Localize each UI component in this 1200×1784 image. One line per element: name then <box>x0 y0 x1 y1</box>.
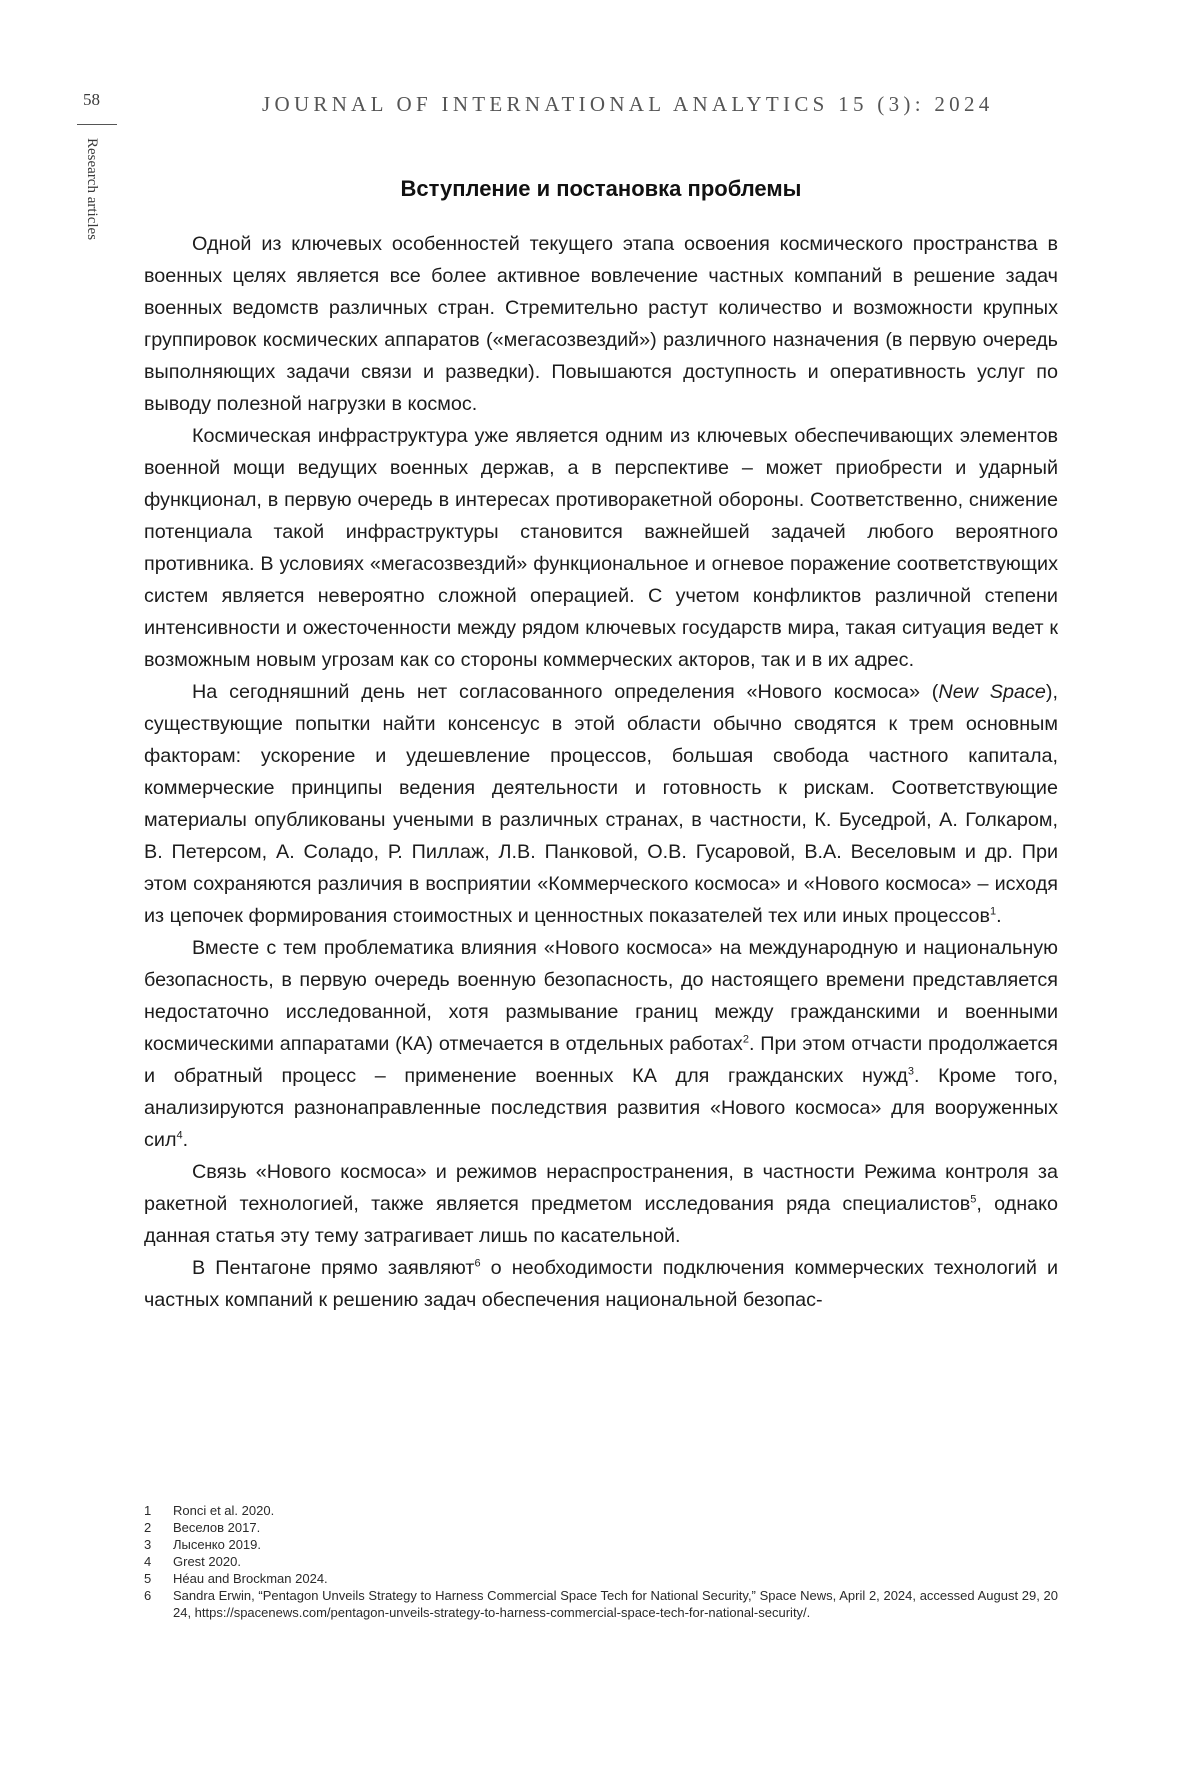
paragraph-6 <box>144 1252 1058 1316</box>
paragraph-4-text-b: . При этом отчасти продолжается и обратный процесс – применение военных КА для гражданских нужд <box>144 1033 1058 1087</box>
page-number: 58 <box>83 90 100 109</box>
footnote-number: 6 <box>144 1588 152 1603</box>
paragraph-5-text-a: Связь «Нового космоса» и режимов нераспространения, в частности Режима контроля за ракетной технологией, также является предметом исследования ряда специалистов <box>144 1161 1058 1215</box>
footnote-text: Веселов 2017. <box>173 1520 261 1535</box>
footnote-item <box>144 1587 1058 1621</box>
footnote-ref-5[interactable]: 5 <box>970 1193 977 1206</box>
running-head: JOURNAL OF INTERNATIONAL ANALYTICS 15 (3): 2024 <box>262 92 994 116</box>
footnote-text: Héau and Brockman 2024. <box>173 1571 328 1586</box>
footnote-ref-4[interactable]: 4 <box>176 1129 183 1142</box>
footnote-item <box>144 1553 1058 1570</box>
paragraph-3 <box>144 676 1058 932</box>
footnote-ref-6[interactable]: 6 <box>474 1257 481 1270</box>
paragraph-3-text-c: . <box>996 905 1002 927</box>
footnote-number: 3 <box>144 1537 152 1552</box>
footnote-item <box>144 1536 1058 1553</box>
article-body <box>144 228 1058 1316</box>
paragraph-5 <box>144 1156 1058 1252</box>
new-space-term: New Space <box>938 681 1046 703</box>
paragraph-5-text-b: , однако данная статья эту тему затрагивает лишь по касательной. <box>144 1193 1059 1247</box>
footnote-text: Sandra Erwin, “Pentagon Unveils Strategy to Harness Commercial Space Tech for National Security,” Space News, April 2, 2024, accessed August 29, 2024, https://spacenews.com/pentagon-unveils-strategy-to-harness-commercial-space-tech-for-national-security/. <box>173 1588 1058 1620</box>
section-side-label: Research articles <box>84 138 100 241</box>
paragraph-2 <box>144 420 1058 676</box>
footnote-item <box>144 1502 1058 1519</box>
paragraph-6-text-b: о необходимости подключения коммерческих технологий и частных компаний к решению задач обеспечения национальной безопас- <box>144 1257 1058 1311</box>
footnote-text: Grest 2020. <box>173 1554 241 1569</box>
footnotes <box>144 1502 1058 1621</box>
footnote-item <box>144 1519 1058 1536</box>
paragraph-1-text: Одной из ключевых особенностей текущего этапа освоения космического пространства в военных целях является все более активное вовлечение частных компаний в решение задач военных ведомств различных стран. Стремительно растут количество и возможности крупных группировок космических аппаратов («мегасозвездий») различного назначения (в первую очередь выполняющих задачи связи и разведки). Повышаются доступность и оперативность услуг по выводу полезной нагрузки в космос. <box>144 233 1058 415</box>
footnote-item <box>144 1570 1058 1587</box>
paragraph-2-text: Космическая инфраструктура уже является одним из ключевых обеспечивающих элементов военной мощи ведущих военных держав, а в перспективе – может приобрести и ударный функционал, в первую очередь в интересах противоракетной обороны. Соответственно, снижение потенциала такой инфраструктуры становится важнейшей задачей любого вероятного противника. В условиях «мегасозвездий» функциональное и огневое поражение соответствующих систем является невероятно сложной операцией. С учетом конфликтов различной степени интенсивности и ожесточенности между рядом ключевых государств мира, такая ситуация ведет к возможным новым угрозам как со стороны коммерческих акторов, так и в их адрес. <box>144 425 1058 671</box>
footnote-number: 1 <box>144 1503 152 1518</box>
paragraph-4-text-d: . <box>182 1129 189 1151</box>
footnote-number: 2 <box>144 1520 152 1535</box>
footnote-ref-2[interactable]: 2 <box>742 1033 749 1046</box>
footnote-text: Лысенко 2019. <box>173 1537 261 1552</box>
footnote-ref-3[interactable]: 3 <box>907 1065 914 1078</box>
paragraph-6-text-a: В Пентагоне прямо заявляют <box>192 1257 475 1279</box>
side-rule <box>77 124 117 125</box>
footnote-ref-1[interactable]: 1 <box>990 905 997 918</box>
paragraph-4-text-a: Вместе с тем проблематика влияния «Нового космоса» на международную и национальную безопасность, в первую очередь военную безопасность, до настоящего времени представляется недостаточно исследованной, хотя размывание границ между гражданскими и военными космическими аппаратами (КА) отмечается в отдельных работах <box>144 937 1058 1055</box>
paragraph-4-text-c: . Кроме того, анализируются разнонаправленные последствия развития «Нового космоса» для вооруженных сил <box>144 1065 1058 1151</box>
footnote-text: Ronci et al. 2020. <box>173 1503 275 1518</box>
paragraph-3-text-a: На сегодняшний день нет согласованного определения «Нового космоса» ( <box>192 681 939 703</box>
footnote-number: 5 <box>144 1571 152 1586</box>
section-heading: Вступление и постановка проблемы <box>400 176 802 201</box>
paragraph-3-text-b: ), существующие попытки найти консенсус в этой области обычно сводятся к трем основным факторам: ускорение и удешевление процессов, большая свобода частного капитала, коммерческие принципы ведения деятельности и готовность к рискам. Соответствующие материалы опубликованы учеными в различных странах, в частности, К. Буседрой, А. Голкаром, В. Петерсом, А. Соладо, Р. Пиллаж, Л.В. Панковой, О.В. Гусаровой, В.А. Веселовым и др. При этом сохраняются различия в восприятии «Коммерческого космоса» и «Нового космоса» – исходя из цепочек формирования стоимостных и ценностных показателей тех или иных процессов <box>144 681 1058 927</box>
footnote-number: 4 <box>144 1554 152 1569</box>
paragraph-1 <box>144 228 1058 420</box>
paragraph-4 <box>144 932 1058 1156</box>
